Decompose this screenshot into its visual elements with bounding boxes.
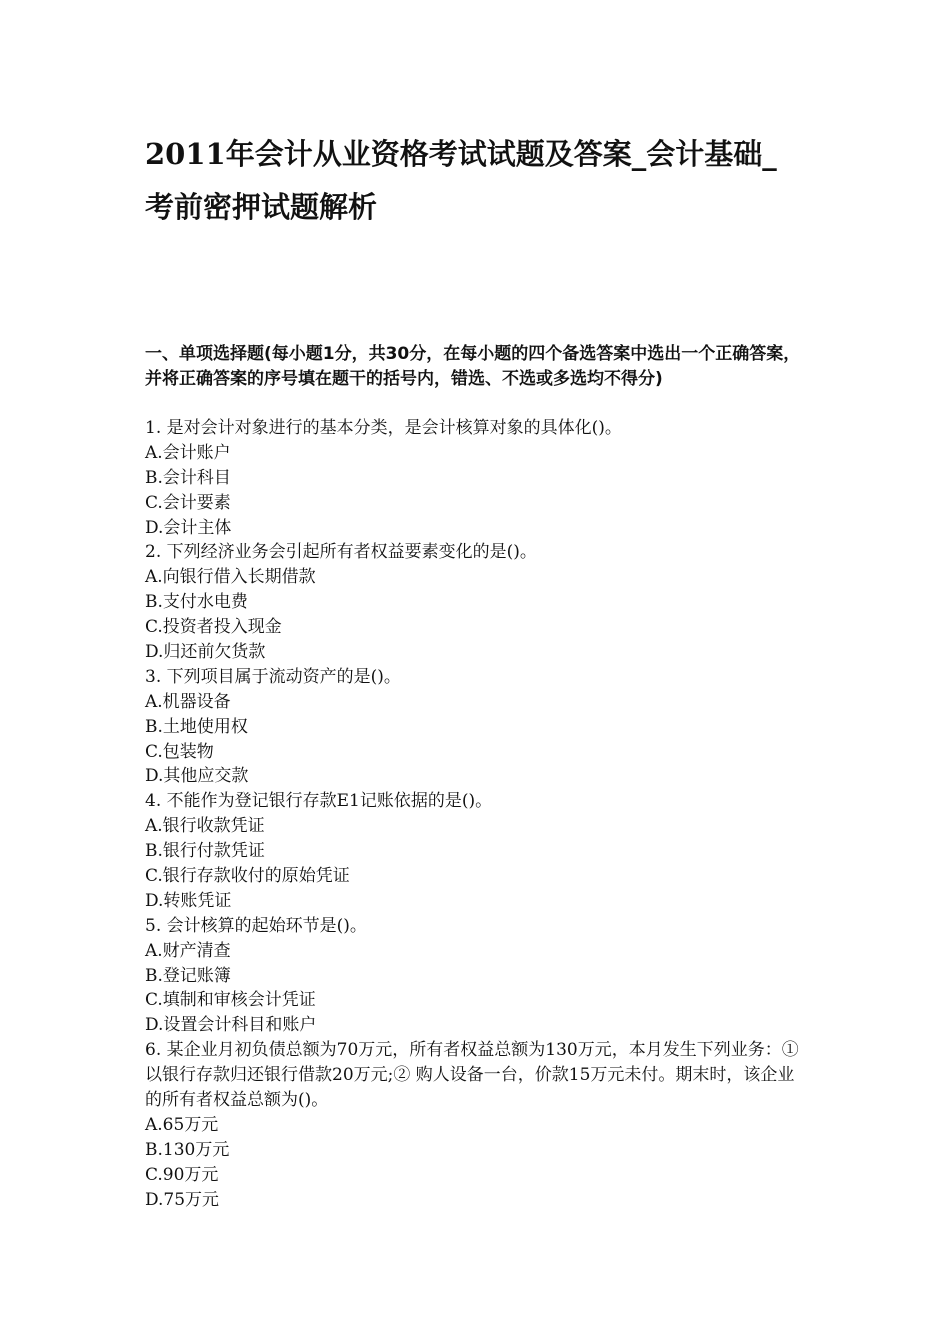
question-1 (145, 416, 805, 540)
option-d: D.设置会计科目和账户 (145, 1015, 317, 1036)
option-d: D.会计主体 (145, 517, 232, 538)
option-d: D.归还前欠货款 (145, 642, 266, 663)
option-d: D.其他应交款 (145, 766, 249, 787)
option-a: A.向银行借入长期借款 (145, 567, 316, 588)
option-b: B.130万元 (145, 1139, 230, 1160)
option-a: A.会计账户 (145, 442, 231, 463)
option-d: D.75万元 (145, 1189, 220, 1210)
question-stem: 1. 是对会计对象进行的基本分类，是会计核算对象的具体化()。 (145, 418, 622, 438)
option-b: B.土地使用权 (145, 716, 248, 737)
option-c: C.投资者投入现金 (145, 617, 282, 638)
option-d: D.转账凭证 (145, 890, 232, 911)
question-list (145, 416, 805, 1213)
option-b: B.登记账簿 (145, 965, 231, 986)
option-c: C.包装物 (145, 741, 214, 762)
option-b: B.支付水电费 (145, 592, 248, 613)
option-c: C.90万元 (145, 1164, 219, 1185)
option-c: C.填制和审核会计凭证 (145, 990, 316, 1011)
question-6 (145, 1038, 805, 1212)
question-2 (145, 540, 805, 664)
question-3 (145, 665, 805, 789)
option-a: A.机器设备 (145, 691, 231, 712)
option-b: B.银行付款凭证 (145, 841, 265, 862)
option-a: A.65万元 (145, 1114, 219, 1135)
question-stem: 2. 下列经济业务会引起所有者权益要素变化的是()。 (145, 542, 537, 563)
option-a: A.财产清查 (145, 940, 231, 961)
option-b: B.会计科目 (145, 467, 231, 488)
question-stem: 5. 会计核算的起始环节是()。 (145, 915, 367, 936)
question-stem: 3. 下列项目属于流动资产的是()。 (145, 666, 401, 687)
question-stem: 4. 不能作为登记银行存款E1记账依据的是()。 (145, 791, 493, 812)
option-a: A.银行收款凭证 (145, 816, 265, 837)
document-title: 2011年会计从业资格考试试题及答案_会计基础_考前密押试题解析 (145, 137, 777, 224)
section-heading: 一、单项选择题(每小题1分，共30分，在每小题的四个备选答案中选出一个正确答案，并将正确答案的序号填在题干的括号内，错选、不选或多选均不得分) (145, 344, 801, 389)
question-4 (145, 789, 805, 913)
option-c: C.会计要素 (145, 492, 231, 513)
question-stem: 6. 某企业月初负债总额为70万元，所有者权益总额为130万元，本月发生下列业务：①以银行存款归还银行借款20万元;② 购人设备一台，价款15万元未付。期末时，该企业的所有者权益总额为()。 (145, 1040, 799, 1111)
option-c: C.银行存款收付的原始凭证 (145, 866, 350, 887)
question-5 (145, 914, 805, 1038)
